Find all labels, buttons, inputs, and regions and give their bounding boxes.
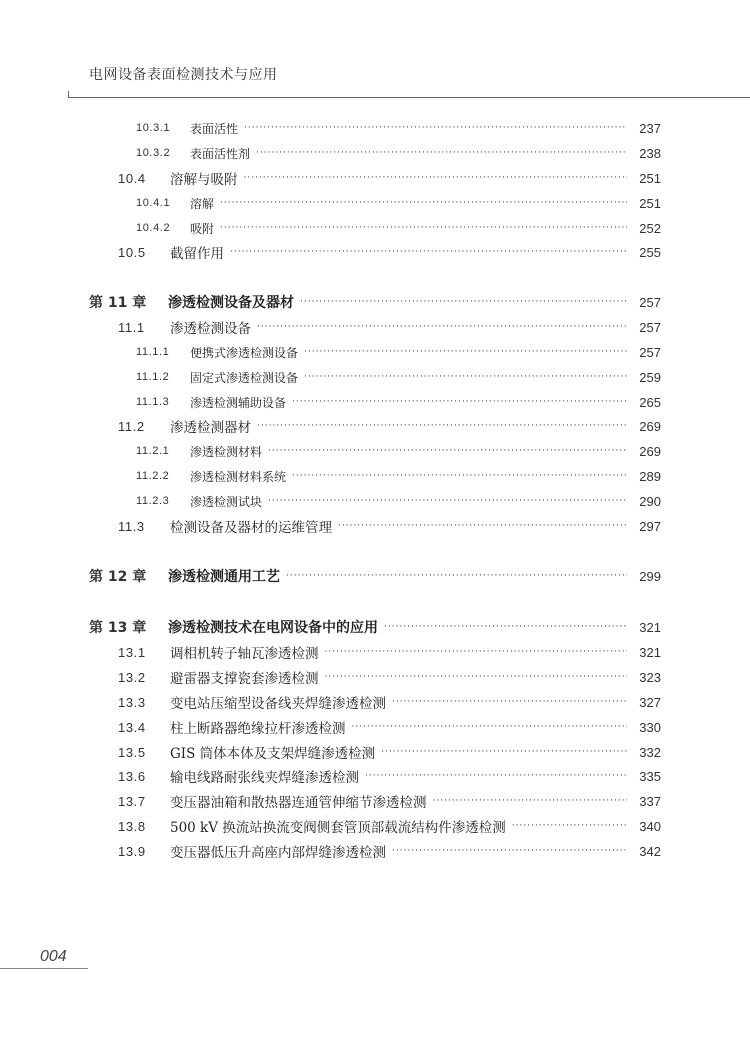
toc-entry[interactable] (136, 367, 661, 387)
footer-rule (0, 968, 88, 969)
leader-dots (286, 571, 627, 581)
section-title: 变电站压缩型设备线夹焊缝渗透检测 (170, 696, 386, 712)
page-number: 269 (639, 418, 661, 434)
toc-entry[interactable] (136, 193, 661, 213)
page-number: 257 (639, 344, 661, 360)
page-number: 251 (639, 170, 661, 186)
section-number: 10.4.2 (136, 222, 171, 234)
page-number: 323 (639, 669, 661, 685)
leader-dots (268, 496, 627, 506)
toc-chapter[interactable] (89, 617, 661, 637)
leader-dots (384, 622, 627, 632)
section-number: 13.9 (118, 843, 146, 859)
folio-page-number: 004 (40, 948, 67, 965)
leader-dots (230, 247, 627, 257)
leader-dots (257, 421, 627, 431)
page-number: 259 (639, 369, 661, 385)
section-title: GIS 筒体本体及支架焊缝渗透检测 (170, 746, 376, 762)
section-number: 13.8 (118, 818, 146, 834)
section-title: 固定式渗透检测设备 (190, 370, 299, 385)
chapter-number: 第 11 章 (89, 295, 147, 311)
page-number: 252 (639, 220, 661, 236)
section-title: 变压器油箱和散热器连通管伸缩节渗透检测 (170, 795, 427, 811)
page-number: 269 (639, 443, 661, 459)
toc-entry[interactable] (136, 441, 661, 461)
section-title: 表面活性 (190, 121, 239, 136)
toc-entry[interactable] (118, 742, 661, 762)
section-title: 渗透检测材料 (190, 444, 263, 459)
running-header (0, 0, 750, 98)
leader-dots (292, 397, 627, 407)
section-number: 10.4 (118, 170, 146, 186)
leader-dots (325, 672, 628, 682)
section-title: 渗透检测器材 (170, 420, 251, 436)
leader-dots (244, 173, 628, 183)
toc-entry[interactable] (136, 491, 661, 511)
toc-entry[interactable] (136, 392, 661, 412)
section-title: 渗透检测试块 (190, 494, 263, 509)
toc-entry[interactable] (118, 766, 661, 786)
leader-dots (365, 771, 627, 781)
chapter-title: 渗透检测技术在电网设备中的应用 (168, 620, 378, 636)
section-number: 13.6 (118, 768, 146, 784)
page-number: 265 (639, 394, 661, 410)
toc-entry[interactable] (118, 168, 661, 188)
toc-entry[interactable] (118, 816, 661, 836)
page-number: 321 (639, 644, 661, 660)
section-number: 13.5 (118, 744, 146, 760)
section-title: 渗透检测材料系统 (190, 469, 287, 484)
page-number: 332 (639, 744, 661, 760)
section-number: 10.3.2 (136, 147, 171, 159)
section-title: 调相机转子轴瓦渗透检测 (170, 646, 319, 662)
leader-dots (220, 223, 627, 233)
section-number: 11.2 (118, 418, 145, 434)
leader-dots (244, 123, 627, 133)
page-number: 289 (639, 468, 661, 484)
chapter-number: 第 13 章 (89, 620, 147, 636)
toc-entry[interactable] (136, 218, 661, 238)
page-number: 335 (639, 768, 661, 784)
toc-entry[interactable] (136, 118, 661, 138)
leader-dots (433, 796, 628, 806)
section-title: 溶解 (190, 196, 215, 211)
leader-dots (257, 322, 627, 332)
section-title: 避雷器支撑瓷套渗透检测 (170, 671, 319, 687)
toc-entry[interactable] (118, 516, 661, 536)
page-number: 330 (639, 719, 661, 735)
toc-chapter[interactable] (89, 566, 661, 586)
toc-entry[interactable] (118, 416, 661, 436)
header-rule (68, 97, 750, 98)
toc-entry[interactable] (118, 317, 661, 337)
section-number: 11.2.2 (136, 470, 170, 482)
leader-dots (392, 697, 627, 707)
section-number: 11.1 (118, 319, 145, 335)
toc-entry[interactable] (118, 692, 661, 712)
toc-entry[interactable] (136, 466, 661, 486)
section-number: 10.4.1 (136, 197, 171, 209)
section-number: 11.2.1 (136, 445, 170, 457)
section-title: 500 kV 换流站换流变阀侧套管顶部载流结构件渗透检测 (170, 820, 506, 836)
toc-entry[interactable] (118, 717, 661, 737)
leader-dots (304, 372, 627, 382)
chapter-title: 渗透检测通用工艺 (168, 569, 280, 585)
section-title: 渗透检测设备 (170, 321, 251, 337)
leader-dots (325, 647, 628, 657)
leader-dots (256, 148, 627, 158)
chapter-number: 第 12 章 (89, 569, 147, 585)
page-number: 327 (639, 694, 661, 710)
chapter-title: 渗透检测设备及器材 (168, 295, 294, 311)
toc-entry[interactable] (118, 642, 661, 662)
leader-dots (338, 521, 627, 531)
section-title: 柱上断路器绝缘拉杆渗透检测 (170, 721, 346, 737)
section-title: 便携式渗透检测设备 (190, 345, 299, 360)
page-number: 257 (639, 319, 661, 335)
section-number: 10.5 (118, 244, 146, 260)
page-number: 340 (639, 818, 661, 834)
page-number: 299 (639, 568, 661, 584)
section-number: 13.7 (118, 793, 146, 809)
toc-chapter[interactable] (89, 292, 661, 312)
page-number: 297 (639, 518, 661, 534)
page-number: 237 (639, 120, 661, 136)
section-title: 截留作用 (170, 246, 224, 262)
toc-entry[interactable] (136, 143, 661, 163)
book-title: 电网设备表面检测技术与应用 (89, 67, 278, 83)
section-number: 13.1 (118, 644, 146, 660)
section-number: 11.3 (118, 518, 145, 534)
page-number: 238 (639, 145, 661, 161)
page-number: 251 (639, 195, 661, 211)
section-title: 表面活性剂 (190, 146, 251, 161)
toc-entry[interactable] (136, 342, 661, 362)
leader-dots (512, 821, 627, 831)
page-number: 255 (639, 244, 661, 260)
leader-dots (304, 347, 627, 357)
toc-entry[interactable] (118, 841, 661, 861)
page-number: 337 (639, 793, 661, 809)
section-number: 11.1.1 (136, 346, 170, 358)
page-number: 257 (639, 294, 661, 310)
page-number: 321 (639, 619, 661, 635)
leader-dots (220, 198, 627, 208)
toc-entry[interactable] (118, 791, 661, 811)
toc-entry[interactable] (118, 667, 661, 687)
leader-dots (300, 297, 627, 307)
toc-entry[interactable] (118, 242, 661, 262)
section-number: 11.1.2 (136, 371, 170, 383)
page-number: 290 (639, 493, 661, 509)
section-number: 11.1.3 (136, 396, 170, 408)
section-title: 输电线路耐张线夹焊缝渗透检测 (170, 770, 359, 786)
leader-dots (352, 722, 628, 732)
section-number: 11.2.3 (136, 495, 170, 507)
section-title: 溶解与吸附 (170, 172, 238, 188)
section-number: 13.3 (118, 694, 146, 710)
section-title: 吸附 (190, 221, 215, 236)
leader-dots (381, 747, 627, 757)
leader-dots (292, 471, 627, 481)
section-title: 渗透检测辅助设备 (190, 395, 287, 410)
leader-dots (268, 446, 627, 456)
section-number: 13.2 (118, 669, 146, 685)
page-number: 342 (639, 843, 661, 859)
section-number: 10.3.1 (136, 122, 171, 134)
section-number: 13.4 (118, 719, 146, 735)
leader-dots (392, 846, 627, 856)
section-title: 检测设备及器材的运维管理 (170, 520, 332, 536)
section-title: 变压器低压升高座内部焊缝渗透检测 (170, 845, 386, 861)
